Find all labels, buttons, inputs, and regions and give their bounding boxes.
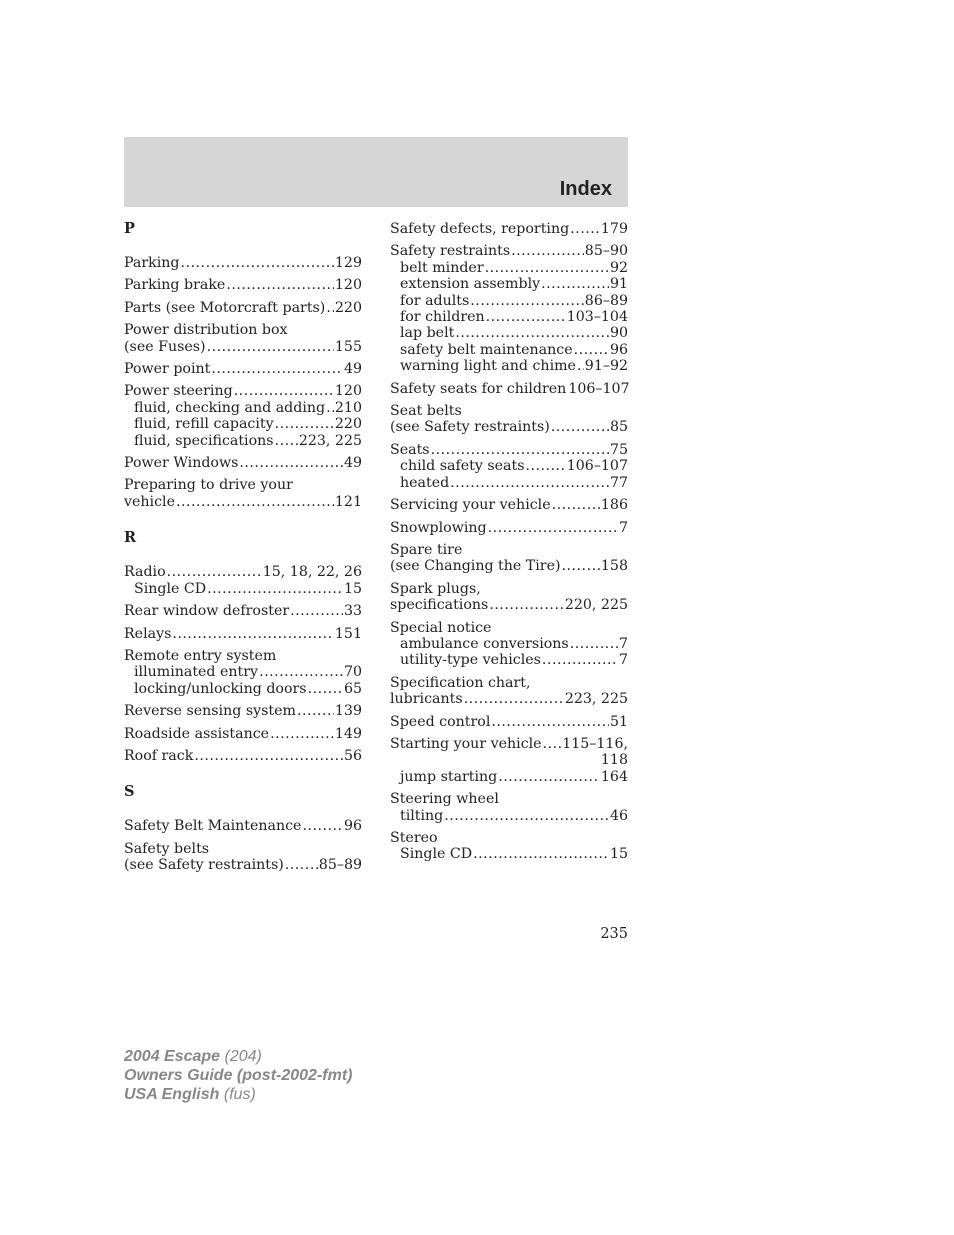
- entry-term: Safety belts: [124, 840, 210, 857]
- index-entry: [124, 564, 362, 597]
- index-entry: [390, 221, 628, 237]
- leader-dots: [570, 221, 600, 237]
- leader-dots: [541, 276, 609, 292]
- index-line: [124, 857, 362, 873]
- entry-term: Safety defects, reporting: [390, 221, 570, 237]
- page-ref: 121: [334, 493, 362, 510]
- entry-term: Power distribution box: [124, 322, 288, 339]
- index-subentry: [390, 652, 628, 668]
- entry-term: Single CD: [134, 580, 207, 597]
- leader-dots: [297, 703, 334, 719]
- page-ref: 129: [334, 255, 362, 271]
- page-ref: 91: [609, 276, 628, 293]
- page-ref: 115–116,: [562, 735, 628, 752]
- index-line: [390, 691, 628, 707]
- leader-dots: [181, 255, 334, 271]
- page-ref: 7: [618, 652, 628, 669]
- leader-dots: [562, 558, 600, 574]
- page-ref: 85: [609, 419, 628, 436]
- page-ref: 151: [334, 625, 362, 642]
- index-entry: [124, 703, 362, 719]
- entry-term: specifications: [390, 597, 489, 614]
- index-entry: [124, 477, 362, 510]
- index-entry: [390, 736, 628, 785]
- index-line: [390, 381, 628, 397]
- index-subentry: [124, 681, 362, 697]
- page-ref: 15: [343, 580, 362, 597]
- index-subentry: [390, 636, 628, 652]
- page-ref: 86–89: [584, 292, 628, 309]
- index-entry: [390, 243, 628, 374]
- index-entry: [390, 497, 628, 513]
- leader-dots: [486, 309, 566, 325]
- entry-term: fluid, refill capacity: [134, 416, 274, 433]
- entry-term: (see Fuses): [124, 338, 206, 355]
- entry-term: Safety seats for children: [390, 380, 567, 397]
- index-entry: [390, 581, 628, 614]
- entry-term: heated: [400, 474, 450, 491]
- page-ref: 92: [609, 259, 628, 276]
- entry-term: Power steering: [124, 383, 233, 400]
- index-line: [124, 648, 362, 664]
- index-subentry: [390, 475, 628, 491]
- entry-term: Preparing to drive your: [124, 477, 293, 494]
- entry-term: Starting your vehicle: [390, 735, 542, 752]
- index-line: [124, 494, 362, 510]
- leader-dots: [444, 808, 609, 824]
- entry-term: Servicing your vehicle: [390, 497, 551, 514]
- index-line: [124, 841, 362, 857]
- entry-term: Rear window defroster: [124, 603, 290, 620]
- leader-dots: [525, 458, 565, 474]
- section-gap: [124, 516, 362, 530]
- entry-term: Parking brake: [124, 277, 226, 294]
- page-ref: 186: [600, 497, 628, 514]
- index-subentry: [390, 846, 628, 862]
- entry-term: jump starting: [400, 768, 498, 785]
- index-line: [390, 542, 628, 558]
- index-column-left: [124, 221, 362, 880]
- index-line: [124, 818, 362, 834]
- index-entry: [390, 520, 628, 536]
- index-entry: [124, 277, 362, 293]
- leader-dots: [488, 520, 618, 536]
- entry-term: Safety Belt Maintenance: [124, 818, 302, 835]
- page-ref: 70: [343, 664, 362, 681]
- index-line: [124, 703, 362, 719]
- section-letter: S: [124, 783, 135, 801]
- entry-term: Seats: [390, 441, 430, 458]
- leader-dots: [207, 339, 334, 355]
- entry-term: Remote entry system: [124, 647, 277, 664]
- index-subentry: [390, 458, 628, 474]
- footer-language: USA English: [124, 1086, 220, 1103]
- page-ref: 7: [618, 519, 628, 536]
- index-line: [390, 791, 628, 807]
- entry-term: Power Windows: [124, 455, 239, 472]
- leader-dots: [194, 748, 343, 764]
- header-band: [124, 137, 628, 207]
- index-line: [390, 442, 628, 458]
- entry-term: locking/unlocking doors: [134, 680, 307, 697]
- entry-term: Speed control: [390, 713, 491, 730]
- entry-term: fluid, specifications: [134, 432, 274, 449]
- page-ref: 91–92: [584, 358, 628, 375]
- leader-dots: [431, 442, 609, 458]
- entry-term: Spare tire: [390, 541, 463, 558]
- index-line: [124, 339, 362, 355]
- page-ref: 7: [618, 635, 628, 652]
- leader-dots: [270, 726, 334, 742]
- entry-term: (see Safety restraints): [390, 419, 550, 436]
- entry-term: Specification chart,: [390, 674, 531, 691]
- leader-dots: [551, 419, 609, 435]
- index-line: [124, 564, 362, 580]
- index-entry: [390, 403, 628, 436]
- index-entry: [124, 322, 362, 355]
- page-ref: 118: [600, 752, 628, 769]
- index-line: [390, 597, 628, 613]
- leader-dots: [498, 769, 600, 785]
- index-line: [390, 830, 628, 846]
- index-line: [124, 383, 362, 399]
- page-ref: 77: [609, 474, 628, 491]
- leader-dots: [489, 597, 564, 613]
- leader-dots: [275, 433, 298, 449]
- index-entry: [124, 648, 362, 697]
- footer-model: 2004 Escape: [124, 1048, 221, 1065]
- index-line: [124, 626, 362, 642]
- entry-term: Roof rack: [124, 747, 194, 764]
- index-line: [124, 322, 362, 338]
- entry-term: child safety seats: [400, 458, 525, 475]
- index-line: [390, 403, 628, 419]
- index-line: [390, 243, 628, 259]
- index-line: [390, 558, 628, 574]
- index-line: [124, 477, 362, 493]
- index-subentry: [390, 769, 628, 785]
- index-entry: [124, 726, 362, 742]
- index-entry: [390, 620, 628, 669]
- page-ref: 85–89: [318, 857, 362, 874]
- leader-dots: [167, 564, 262, 580]
- index-subentry: [124, 416, 362, 432]
- entry-term: Reverse sensing system: [124, 703, 296, 720]
- page-ref: 223, 225: [564, 691, 628, 708]
- page-ref: 210: [334, 399, 362, 416]
- page-ref: 120: [334, 383, 362, 400]
- index-entry: [390, 542, 628, 575]
- entry-term: (see Changing the Tire): [390, 558, 561, 575]
- page-ref: 33: [343, 603, 362, 620]
- leader-dots: [172, 626, 334, 642]
- page-number: 235: [600, 926, 628, 942]
- page-ref: 220: [334, 416, 362, 433]
- index-entry: [124, 300, 362, 316]
- leader-dots: [259, 664, 343, 680]
- entry-term: Steering wheel: [390, 791, 499, 808]
- index-line: [124, 300, 362, 316]
- leader-dots: [239, 455, 343, 471]
- leader-dots: [450, 475, 609, 491]
- leader-dots: [275, 416, 334, 432]
- leader-dots: [326, 400, 334, 416]
- index-entry: [390, 714, 628, 730]
- entry-term: Roadside assistance: [124, 725, 270, 742]
- index-subentry: [390, 325, 628, 341]
- index-subentry: [390, 309, 628, 325]
- page-ref: 49: [343, 361, 362, 378]
- index-line: [124, 748, 362, 764]
- index-line: [390, 736, 628, 752]
- leader-dots: [285, 857, 318, 873]
- footer-guide: Owners Guide (post-2002-fmt): [124, 1067, 353, 1084]
- leader-dots: [234, 383, 334, 399]
- page-ref: 85–90: [584, 243, 628, 260]
- index-entry: [124, 818, 362, 834]
- leader-dots: [473, 846, 609, 862]
- entry-term: warning light and chime: [400, 358, 576, 375]
- leader-dots: [542, 652, 618, 668]
- footer: [124, 1047, 352, 1104]
- page-ref: 51: [609, 713, 628, 730]
- entry-term: fluid, checking and adding: [134, 399, 326, 416]
- index-entry: [390, 442, 628, 491]
- index-subentry: [124, 664, 362, 680]
- index-line: [390, 221, 628, 237]
- index-line: [390, 620, 628, 636]
- index-entry: [390, 381, 628, 397]
- page-ref: 155: [334, 338, 362, 355]
- entry-term: extension assembly: [400, 276, 541, 293]
- leader-dots: [207, 581, 343, 597]
- index-subentry: [390, 808, 628, 824]
- entry-term: Stereo: [390, 830, 438, 846]
- leader-dots: [511, 243, 584, 259]
- page-ref: 46: [609, 807, 628, 824]
- index-entry: [124, 748, 362, 764]
- leader-dots: [470, 293, 584, 309]
- page-ref: 139: [334, 703, 362, 720]
- section-letter: R: [124, 529, 137, 547]
- page-ref: 56: [343, 747, 362, 764]
- section-gap: [124, 770, 362, 784]
- entry-term: belt minder: [400, 259, 484, 276]
- entry-term: (see Safety restraints): [124, 857, 284, 874]
- index-line: [390, 675, 628, 691]
- leader-dots: [176, 494, 334, 510]
- leader-dots: [308, 681, 343, 697]
- index-entry: [124, 603, 362, 619]
- entry-term: lap belt: [400, 325, 455, 342]
- leader-dots: [570, 636, 618, 652]
- entry-term: Safety restraints: [390, 243, 511, 260]
- leader-dots: [226, 277, 334, 293]
- page-ref: 164: [600, 768, 628, 785]
- index-subentry: [124, 400, 362, 416]
- leader-dots: [485, 260, 609, 276]
- entry-term: Snowplowing: [390, 519, 487, 536]
- page-ref: 106–107: [568, 380, 630, 397]
- footer-model-code: (204): [220, 1048, 262, 1065]
- entry-term: Radio: [124, 564, 166, 581]
- entry-term: for children: [400, 309, 485, 326]
- index-line: [124, 361, 362, 377]
- entry-term: Relays: [124, 625, 172, 642]
- leader-dots: [577, 358, 584, 374]
- index-line: [124, 726, 362, 742]
- page-ref: 96: [609, 341, 628, 358]
- index-subentry: [124, 433, 362, 449]
- entry-term: Parking: [124, 255, 180, 271]
- index-subentry: [390, 260, 628, 276]
- leader-dots: [543, 736, 562, 752]
- index-subentry: [390, 276, 628, 292]
- section-letter: P: [124, 220, 135, 237]
- entry-term: tilting: [400, 807, 444, 824]
- entry-term: Seat belts: [390, 403, 462, 420]
- page-ref: 120: [334, 277, 362, 294]
- index-line: [124, 277, 362, 293]
- index-entry: [124, 383, 362, 449]
- index-line: [390, 581, 628, 597]
- index-subentry: [390, 342, 628, 358]
- entry-term: illuminated entry: [134, 664, 259, 681]
- page-ref: 49: [343, 455, 362, 472]
- index-line: [390, 419, 628, 435]
- index-subentry: [390, 358, 628, 374]
- entry-term: Single CD: [400, 846, 473, 863]
- index-continuation: [390, 752, 628, 768]
- entry-term: Spark plugs,: [390, 580, 481, 597]
- page-ref: 158: [600, 558, 628, 575]
- entry-term: for adults: [400, 292, 470, 309]
- entry-term: Parts (see Motorcraft parts): [124, 299, 326, 316]
- index-entry: [124, 255, 362, 271]
- page-ref: 106–107: [566, 458, 628, 475]
- page-ref: 15: [609, 846, 628, 863]
- index-line: [124, 255, 362, 271]
- page-ref: 15, 18, 22, 26: [262, 564, 362, 581]
- page-ref: 179: [600, 221, 628, 237]
- index-column-right: [390, 221, 628, 869]
- page-ref: 223, 225: [298, 432, 362, 449]
- page-ref: 103–104: [566, 309, 628, 326]
- leader-dots: [326, 300, 334, 316]
- index-entry: [390, 675, 628, 708]
- leader-dots: [211, 361, 343, 377]
- entry-term: Power point: [124, 361, 211, 378]
- index-subentry: [124, 581, 362, 597]
- entry-term: safety belt maintenance: [400, 341, 573, 358]
- leader-dots: [491, 714, 609, 730]
- index-line: [124, 455, 362, 471]
- footer-language-code: (fus): [219, 1086, 256, 1103]
- index-entry: [390, 830, 628, 863]
- page-ref: 220, 225: [564, 597, 628, 614]
- leader-dots: [464, 691, 564, 707]
- index-entry: [124, 626, 362, 642]
- index-line: [124, 603, 362, 619]
- index-entry: [124, 455, 362, 471]
- index-line: [390, 497, 628, 513]
- index-line: [390, 714, 628, 730]
- page-ref: 96: [343, 818, 362, 835]
- page-ref: 65: [343, 680, 362, 697]
- index-entry: [124, 841, 362, 874]
- leader-dots: [290, 603, 343, 619]
- index-line: [390, 520, 628, 536]
- entry-term: lubricants: [390, 691, 463, 708]
- leader-dots: [302, 818, 342, 834]
- leader-dots: [552, 497, 600, 513]
- entry-term: utility-type vehicles: [400, 652, 541, 669]
- entry-term: Special notice: [390, 619, 492, 636]
- page-ref: 220: [334, 299, 362, 316]
- index-subentry: [390, 293, 628, 309]
- page-ref: 149: [334, 725, 362, 742]
- page-ref: 75: [609, 441, 628, 458]
- page-title: Index: [559, 178, 612, 200]
- leader-dots: [455, 325, 609, 341]
- leader-dots: [574, 342, 609, 358]
- page-ref: 90: [609, 325, 628, 342]
- index-entry: [390, 791, 628, 824]
- index-entry: [124, 361, 362, 377]
- entry-term: ambulance conversions: [400, 635, 569, 652]
- entry-term: vehicle: [124, 493, 175, 510]
